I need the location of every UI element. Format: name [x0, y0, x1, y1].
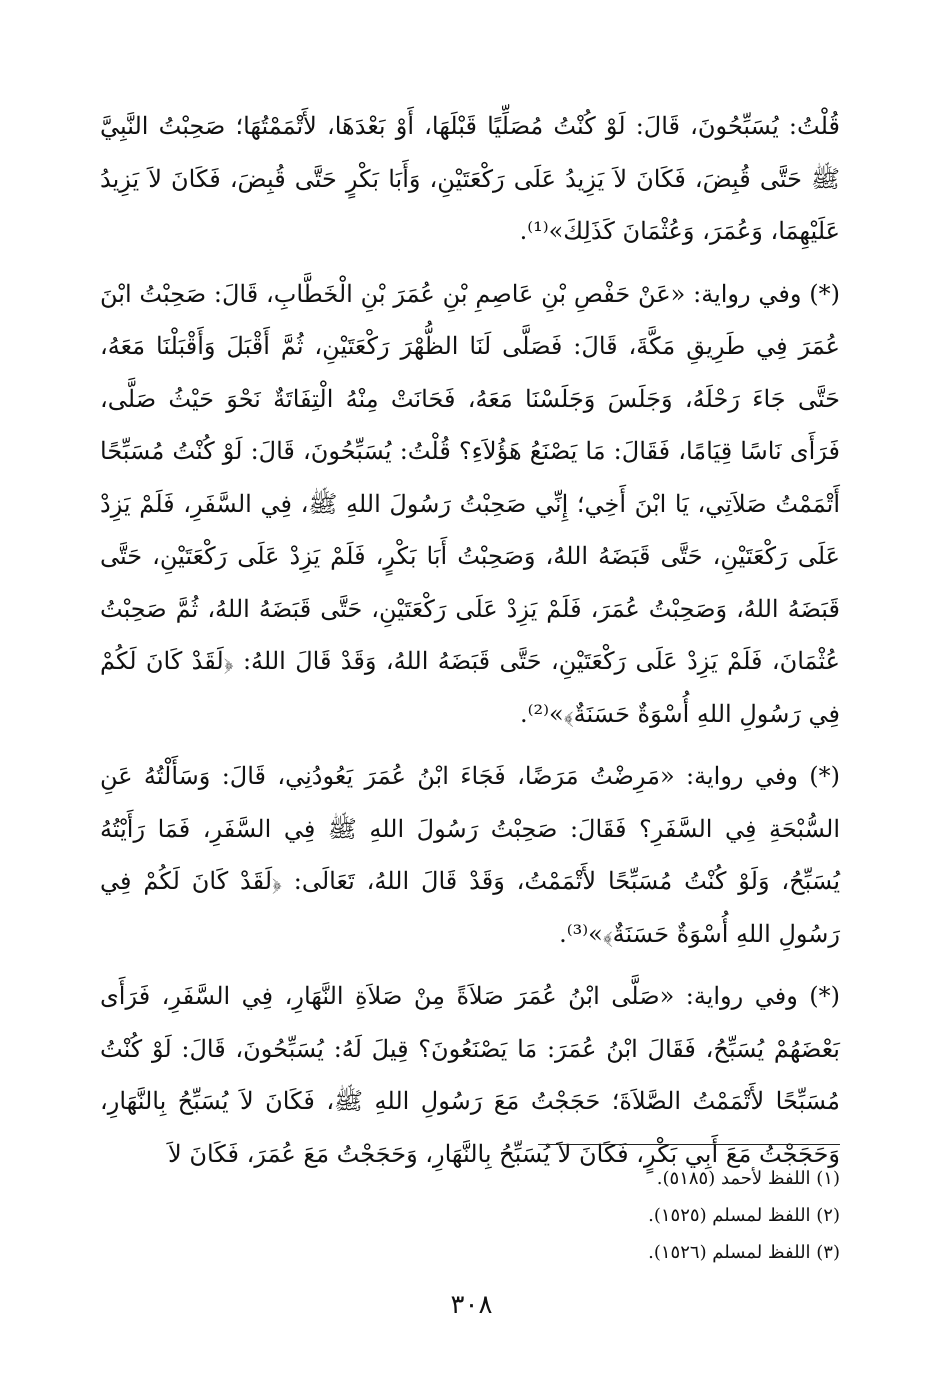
footnote-divider [538, 1144, 840, 1145]
footnote-1: (١) اللفظ لأحمد (٥١٨٥). [656, 1168, 840, 1189]
footnote-3: (٣) اللفظ لمسلم (١٥٢٦). [648, 1242, 840, 1263]
paragraph-4: (*) وفي رواية: «صَلَّى ابْنُ عُمَرَ صَلاَةً مِنْ صَلاَةِ النَّهَارِ، فِي السَّفَرِ، فَرَأَى بَعْضَهُمْ يُسَبِّحُ، فَقَالَ ابْنُ عُمَرَ: مَا يَصْنَعُونَ؟ قِيلَ لَهُ: يُسَبِّحُونَ، قَالَ: لَوْ كُنْتُ مُسَبِّحًا لأَتْمَمْتُ الصَّلاَةَ؛ حَجَجْتُ مَعَ رَسُولِ اللهِ ﷺ، فَكَانَ لاَ يُسَبِّحُ بِالنَّهَارِ، وَحَجَجْتُ مَعَ أَبِي بَكْرٍ، فَكَانَ لاَ يُسَبِّحُ بِالنَّهَارِ، وَحَجَجْتُ مَعَ عُمَرَ، فَكَانَ لاَ [100, 982, 840, 1168]
footnote-2: (٢) اللفظ لمسلم (١٥٢٥). [648, 1205, 840, 1226]
page-number: ٣٠٨ [450, 1290, 493, 1320]
paragraph-2: (*) وفي رواية: «عَنْ حَفْصِ بْنِ عَاصِمِ بْنِ عُمَرَ بْنِ الْخَطَّابِ، قَالَ: صَحِبْتُ ابْنَ عُمَرَ فِي طَرِيقِ مَكَّةَ، قَالَ: فَصَلَّى لَنَا الظُّهْرَ رَكْعَتَيْنِ، ثُمَّ أَقْبَلَ وَأَقْبَلْنَا مَعَهُ، حَتَّى جَاءَ رَحْلَهُ، وَجَلَسَ وَجَلَسْنَا مَعَهُ، فَحَانَتْ مِنْهُ الْتِفَاتَةٌ نَحْوَ حَيْثُ صَلَّى، فَرَأَى نَاسًا قِيَامًا، فَقَالَ: مَا يَصْنَعُ هَؤُلاَءِ؟ قُلْتُ: يُسَبِّحُونَ، قَالَ: لَوْ كُنْتُ مُسَبِّحًا أَتْمَمْتُ صَلاَتِي، يَا ابْنَ أَخِي؛ إِنِّي صَحِبْتُ رَسُولَ اللهِ ﷺ، فِي السَّفَرِ، فَلَمْ يَزِدْ عَلَى رَكْعَتَيْنِ، حَتَّى قَبَضَهُ اللهُ، وَصَحِبْتُ أَبَا بَكْرٍ، فَلَمْ يَزِدْ عَلَى رَكْعَتَيْنِ، حَتَّى قَبَضَهُ اللهُ، وَصَحِبْتُ عُمَرَ، فَلَمْ يَزِدْ عَلَى رَكْعَتَيْنِ، حَتَّى قَبَضَهُ اللهُ، ثُمَّ صَحِبْتُ عُثْمَانَ، فَلَمْ يَزِدْ عَلَى رَكْعَتَيْنِ، حَتَّى قَبَضَهُ اللهُ، وَقَدْ قَالَ اللهُ: ﴿لَقَدْ كَانَ لَكُمْ فِي رَسُولِ اللهِ أُسْوَةٌ حَسَنَةٌ﴾»⁽²⁾. [100, 279, 840, 728]
paragraph-1: قُلْتُ: يُسَبِّحُونَ، قَالَ: لَوْ كُنْتُ مُصَلِّيًا قَبْلَهَا، أَوْ بَعْدَهَا، لأَتْمَمْتُهَا؛ صَحِبْتُ النَّبِيَّ ﷺ حَتَّى قُبِضَ، فَكَانَ لاَ يَزِيدُ عَلَى رَكْعَتَيْنِ، وَأَبَا بَكْرٍ حَتَّى قُبِضَ، فَكَانَ لاَ يَزِيدُ عَلَيْهِمَا، وَعُمَرَ، وَعُثْمَانَ كَذَلِكَ»⁽¹⁾. [100, 112, 840, 245]
paragraph-3: (*) وفي رواية: «مَرِضْتُ مَرَضًا، فَجَاءَ ابْنُ عُمَرَ يَعُودُنِي، قَالَ: وَسَأَلْتُهُ عَنِ السُّبْحَةِ فِي السَّفَرِ؟ فَقَالَ: صَحِبْتُ رَسُولَ اللهِ ﷺ فِي السَّفَرِ، فَمَا رَأَيْتُهُ يُسَبِّحُ، وَلَوْ كُنْتُ مُسَبِّحًا لأَتْمَمْتُ، وَقَدْ قَالَ اللهُ، تَعَالَى: ﴿لَقَدْ كَانَ لَكُمْ فِي رَسُولِ اللهِ أُسْوَةٌ حَسَنَةٌ﴾»⁽³⁾. [100, 762, 840, 948]
main-text [100, 100, 840, 1180]
footnotes [400, 1160, 840, 1271]
